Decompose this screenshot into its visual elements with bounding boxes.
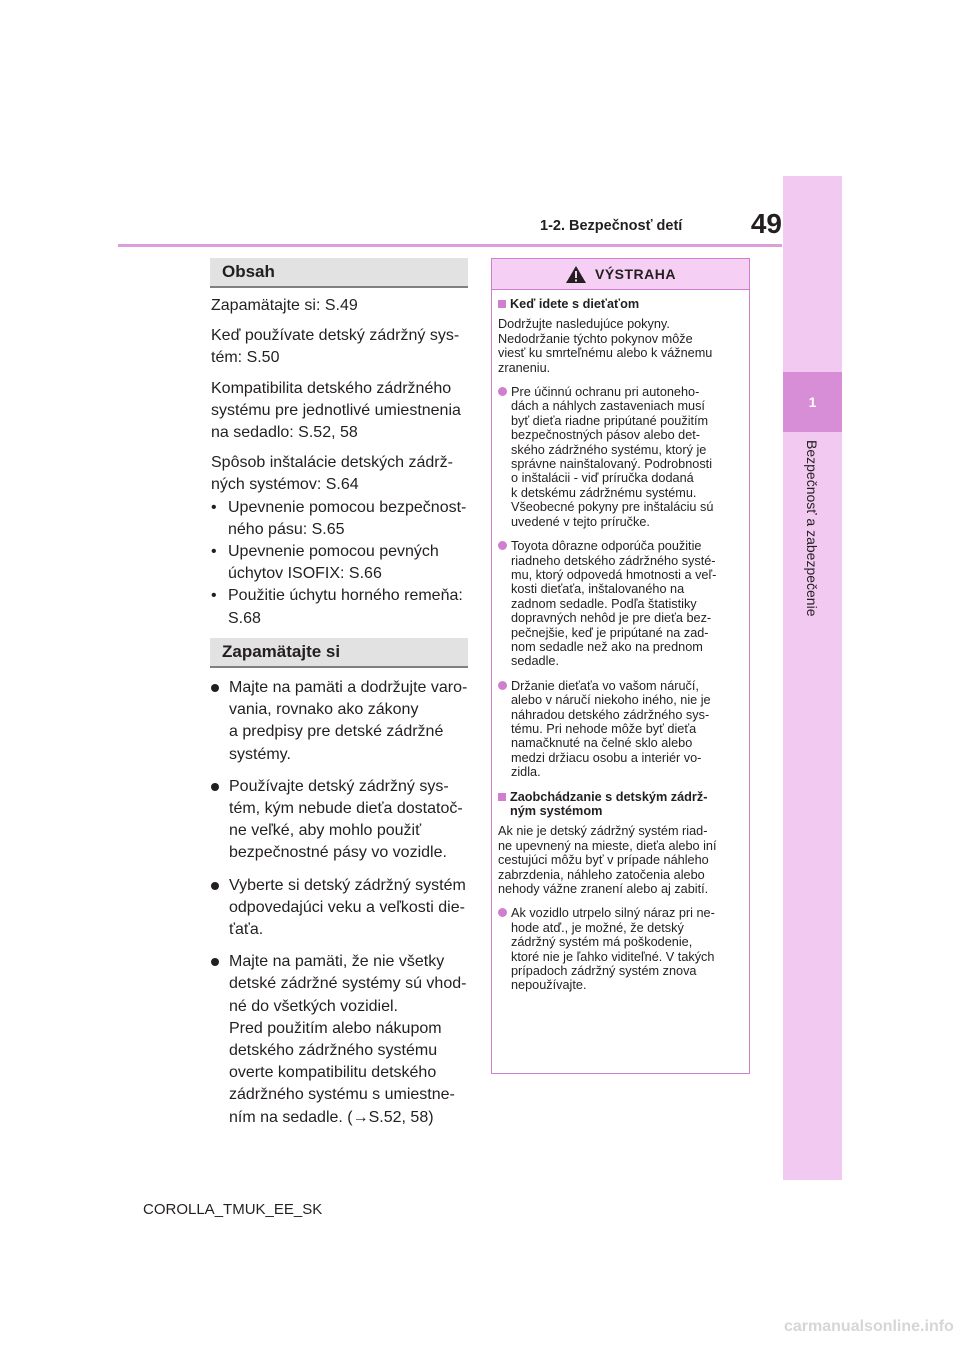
warning-subheading: Keď idete s dieťaťom xyxy=(498,297,744,311)
chapter-side-strip xyxy=(783,176,842,1180)
warning-title: VÝSTRAHA xyxy=(594,266,676,282)
contents-line: Keď používate detský zádržný sys- tém: S.50 xyxy=(211,327,460,367)
warning-triangle-icon xyxy=(565,265,587,284)
square-bullet-icon xyxy=(498,300,506,308)
chapter-side-label: Bezpečnosť a zabezpečenie xyxy=(804,440,820,617)
list-item: Majte na pamäti a dodržujte varo- vania, rovnako ako zákony a predpisy pre detské zádržné systémy. xyxy=(211,677,471,766)
warning-item: Toyota dôrazne odporúča použitie riadneho detského zádržného systé- mu, ktorý odpovedá hmotnosti a veľ- kosti dieťaťa, inštalovaného na zadnom sedadle. Podľa štatistiky dopravných nehôd je pre dieťa bez- pečnejšie, keď je pripútané na zad- nom sedadle než ako na prednom sedadle. xyxy=(498,539,744,669)
contents-line: Zapamätajte si: S.49 xyxy=(211,297,358,314)
document-code: COROLLA_TMUK_EE_SK xyxy=(143,1201,323,1218)
contents-line: Spôsob inštalácie detských zádrž- ných systémov: S.64 xyxy=(211,454,453,494)
section-title: 1-2. Bezpečnosť detí xyxy=(540,218,683,234)
warning-subheading: Zaobchádzanie s detským zádrž- ným systémom xyxy=(498,790,744,819)
list-item: Vyberte si detský zádržný systém odpovedajúci veku a veľkosti die- ťaťa. xyxy=(211,875,471,942)
list-item: Majte na pamäti, že nie všetky detské zádržné systémy sú vhod- né do všetkých vozidiel. Pred použitím alebo nákupom detského zádržného systému overte kompatibilitu detského zádržného systému s umiestne- ním na sedadle. (→S.52, 58) xyxy=(211,951,471,1129)
chapter-number-tab[interactable] xyxy=(783,372,842,432)
square-bullet-icon xyxy=(498,793,506,801)
warning-item: Pre účinnú ochranu pri autoneho- dách a náhlych zastaveniach musí byť dieťa riadne pripútané použitím bezpečnostných pásov alebo det- ského zádržného systému, ktorý je správne nainštalovaný. Podrobnosti o inštalácii - viď príručka dodaná k detskému zádržnému systému. Všeobecné pokyny pre inštaláciu sú uvedené v tejto príručke. xyxy=(498,385,744,529)
warning-body xyxy=(492,290,749,993)
warning-box xyxy=(491,258,750,1074)
page-number: 49 xyxy=(750,208,782,239)
contents-subitem: • Použitie úchytu horného remeňa: S.68 xyxy=(211,587,463,627)
warning-item: Držanie dieťaťa vo vašom náručí, alebo v náručí niekoho iného, nie je náhradou detského zádržného sys- tému. Pri nehode môže byť dieťa namačknuté na čelné sklo alebo medzi držiacu osobu a interiér vo- zidla. xyxy=(498,679,744,780)
warning-intro: Dodržujte nasledujúce pokyny. Nedodržanie týchto pokynov môže viesť ku smrteľnému alebo k vážnemu zraneniu. xyxy=(498,317,713,375)
circle-bullet-icon xyxy=(498,908,507,917)
contents-line: Kompatibilita detského zádržného systému pre jednotlivé umiestnenia na sedadlo: S.52, 58 xyxy=(211,379,461,442)
bullet-dot-icon xyxy=(211,958,219,966)
bullet-dot-icon xyxy=(211,882,219,890)
contents-subitem: • Upevnenie pomocou bezpečnost- ného pásu: S.65 xyxy=(211,498,467,538)
remember-heading: Zapamätajte si xyxy=(210,638,468,668)
chapter-number: 1 xyxy=(808,394,817,410)
circle-bullet-icon xyxy=(498,387,507,396)
circle-bullet-icon xyxy=(498,681,507,690)
warning-header xyxy=(492,259,749,290)
warning-intro: Ak nie je detský zádržný systém riad- ne upevnený na mieste, dieťa alebo iní cestujúci môžu byť v prípade náhleho zabrzdenia, náhleho zatočenia alebo nehody vážne zranení alebo aj zabití. xyxy=(498,824,717,897)
bullet-dot-icon xyxy=(211,783,219,791)
contents-subitem: • Upevnenie pomocou pevných úchytov ISOFIX: S.66 xyxy=(211,543,439,583)
remember-list xyxy=(211,677,471,1139)
contents-heading: Obsah xyxy=(210,258,468,288)
warning-item: Ak vozidlo utrpelo silný náraz pri ne- hode atď., je možné, že detský zádržný systém má poškodenie, ktoré nie je ľahko viditeľné. V takých prípadoch zádržný systém znova nepoužívajte. xyxy=(498,906,744,992)
bullet-dot-icon xyxy=(211,684,219,692)
header-rule xyxy=(118,244,782,247)
circle-bullet-icon xyxy=(498,541,507,550)
contents-list xyxy=(211,295,469,630)
watermark: carmanualsonline.info xyxy=(784,1318,954,1335)
list-item: Používajte detský zádržný sys- tém, kým nebude dieťa dostatoč- ne veľké, aby mohlo použiť bezpečnostné pásy vo vozidle. xyxy=(211,776,471,865)
